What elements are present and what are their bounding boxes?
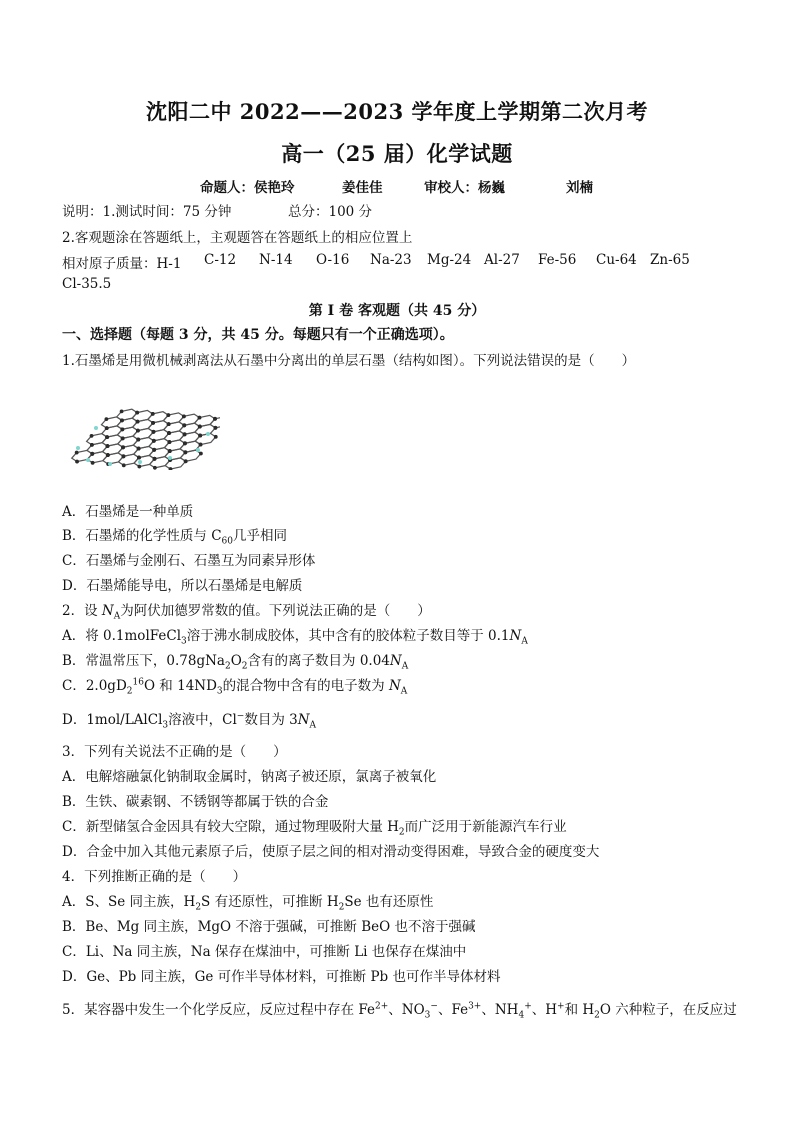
carbon-atom xyxy=(153,457,157,461)
carbon-atom xyxy=(75,451,79,455)
q1-option-b: B．石墨烯的化学性质与 $C_{60}$几乎相同 xyxy=(62,528,287,547)
carbon-atom xyxy=(90,434,94,438)
lattice-ring xyxy=(179,414,200,425)
carbon-atom xyxy=(153,466,157,470)
carbon-atom xyxy=(182,423,186,427)
carbon-atom xyxy=(168,449,172,453)
hydrogen-atom xyxy=(138,460,142,464)
carbon-atom xyxy=(167,431,171,435)
carbon-atom xyxy=(152,448,156,452)
carbon-atom xyxy=(166,413,170,417)
carbon-atom xyxy=(152,439,156,443)
carbon-atom xyxy=(136,438,140,442)
carbon-atom xyxy=(152,430,156,434)
carbon-atom xyxy=(120,409,124,413)
carbon-atom xyxy=(120,427,124,431)
q3-stem: 3．下列有关说法不正确的是（ ） xyxy=(62,744,287,760)
carbon-atom xyxy=(136,420,140,424)
hydrogen-atom xyxy=(108,462,112,466)
lattice-ring xyxy=(148,412,169,423)
lattice-ring xyxy=(163,413,184,424)
carbon-atom xyxy=(167,422,171,426)
carbon-atom xyxy=(137,456,141,460)
carbon-atom xyxy=(184,459,188,463)
carbon-atom xyxy=(106,444,110,448)
q4-stem: 4．下列推断正确的是（ ） xyxy=(62,869,247,885)
setter: 命题人：侯艳玲 xyxy=(200,180,295,196)
carbon-atom xyxy=(198,425,202,429)
carbon-atom xyxy=(135,411,139,415)
carbon-atom xyxy=(106,453,110,457)
mass-item: N-14 xyxy=(259,252,293,268)
atomic-masses-cont: Cl-35.5 xyxy=(62,276,112,292)
carbon-atom xyxy=(182,414,186,418)
carbon-atom xyxy=(90,452,94,456)
notes-line-1 xyxy=(62,200,373,220)
carbon-atom xyxy=(213,426,217,430)
notes-line-2: 2.客观题涂在答题纸上，主观题答在答题纸上的相应位置上 xyxy=(62,230,413,246)
hydrogen-atom xyxy=(86,458,90,462)
q3-option-c: C．新型储氢合金因具有较大空隙，通过物理吸附大量 $H_2$而广泛用于新能源汽车行业 xyxy=(62,819,567,838)
carbon-atom xyxy=(213,417,217,421)
hydrogen-atom xyxy=(76,446,80,450)
q3-option-d: D．合金中加入其他元素原子后，使原子层之间的相对滑动变得困难，导致合金的硬度变大 xyxy=(62,844,600,860)
q2-option-d: D．1mol/LAlCl$_3$溶液中，Cl−数目为 $3N_A$ xyxy=(62,711,317,731)
atomic-masses xyxy=(62,252,742,272)
carbon-atom xyxy=(151,421,155,425)
q2-option-b: B．常温常压下，$0.78gNa_2O_2$含有的离子数目为 $0.04N_A$ xyxy=(62,653,409,672)
carbon-atom xyxy=(214,435,218,439)
carbon-atom xyxy=(183,432,187,436)
reviewer-2: 刘楠 xyxy=(566,180,593,196)
carbon-atom xyxy=(105,426,109,430)
mass-item: Na-23 xyxy=(370,252,412,268)
mass-item: Zn-65 xyxy=(650,252,690,268)
exam-subtitle: 高一（25 届）化学试题 xyxy=(281,141,513,166)
carbon-atom xyxy=(199,452,203,456)
carbon-atom xyxy=(120,418,124,422)
q5-stem: 5．某容器中发生一个化学反应，反应过程中存在 $Fe^{2+}$、$NO_3^-$、$Fe^{3+}$、$NH_4^+$、H+和 $H_2O$ 六种粒子，在反应过 xyxy=(62,1001,737,1021)
q4-option-d: D．Ge、Pb 同主族，Ge 可作半导体材料，可推断 Pb 也可作半导体材料 xyxy=(62,969,501,985)
carbon-atom xyxy=(75,460,79,464)
carbon-atom xyxy=(167,440,171,444)
carbon-atom xyxy=(183,450,187,454)
hydrogen-atom xyxy=(168,456,172,460)
carbon-atom xyxy=(122,463,126,467)
q4-option-b: B．Be、Mg 同主族，MgO 不溶于强碱，可推断 BeO 也不溶于强碱 xyxy=(62,919,476,935)
reviewer: 审校人：杨巍 xyxy=(424,180,505,196)
time-note: 说明：1.测试时间：75 分钟 xyxy=(62,204,232,220)
carbon-atom xyxy=(122,454,126,458)
q1-option-a: A．石墨烯是一种单质 xyxy=(62,504,194,520)
carbon-atom xyxy=(198,416,202,420)
section-heading: 一、选择题（每题 3 分，共 45 分。每题只有一个正确选项）。 xyxy=(62,327,454,343)
hydrogen-atom xyxy=(196,448,200,452)
mass-item: Al-27 xyxy=(484,252,520,268)
lattice-ring xyxy=(117,409,138,420)
q4-option-a: A．S、Se 同主族，$H_2S$ 有还原性，可推断 $H_2Se$ 也有还原性 xyxy=(62,894,434,913)
carbon-atom xyxy=(136,429,140,433)
mass-item: C-12 xyxy=(204,252,237,268)
mass-item: Fe-56 xyxy=(538,252,577,268)
hydrogen-atom xyxy=(206,432,210,436)
mass-item: Cu-64 xyxy=(596,252,637,268)
carbon-atom xyxy=(121,445,125,449)
carbon-atom xyxy=(183,441,187,445)
carbon-atom xyxy=(90,443,94,447)
carbon-atom xyxy=(121,436,125,440)
mass-label: 相对原子质量：H-1 xyxy=(62,256,182,272)
q4-option-c: C．Li、Na 同主族，Na 保存在煤油中，可推断 Li 也保存在煤油中 xyxy=(62,944,467,960)
carbon-atom xyxy=(105,435,109,439)
q1-option-c: C．石墨烯与金刚石、石墨互为同素异形体 xyxy=(62,553,316,569)
carbon-atom xyxy=(137,447,141,451)
q1-option-d: D．石墨烯能导电，所以石墨烯是电解质 xyxy=(62,578,303,594)
q2-stem: 2．设 $N_A$为阿伏加德罗常数的值。下列说法正确的是（ ） xyxy=(62,603,431,622)
lattice-ring xyxy=(132,410,153,421)
mass-item: Mg-24 xyxy=(427,252,472,268)
q3-option-a: A．电解熔融氯化钠制取金属时，钠离子被还原，氯离子被氧化 xyxy=(62,769,437,785)
q2-option-c: C．$2.0gD_2^{16}O$ 和 $14ND_3$的混合物中含有的电子数为 $N_A$ xyxy=(62,677,408,697)
carbon-atom xyxy=(198,434,202,438)
mass-item: O-16 xyxy=(316,252,350,268)
graphene-figure xyxy=(70,378,220,470)
score-note: 总分：100 分 xyxy=(288,204,373,220)
q2-option-a: A．将 0.1molFeCl$_3$溶于沸水制成胶体，其中含有的胶体粒子数目等于 $0.1N_A$ xyxy=(62,628,528,647)
lattice-ring xyxy=(194,415,215,426)
part-title: 第 I 卷 客观题（共 45 分） xyxy=(308,303,486,319)
setter-2: 姜佳佳 xyxy=(342,180,383,196)
carbon-atom xyxy=(151,412,155,416)
q3-option-b: B．生铁、碳素钢、不锈钢等都属于铁的合金 xyxy=(62,794,329,810)
carbon-atom xyxy=(91,461,95,465)
carbon-atom xyxy=(104,417,108,421)
exam-title: 沈阳二中 2022——2023 学年度上学期第二次月考 xyxy=(145,99,648,124)
hydrogen-atom xyxy=(94,426,98,430)
carbon-atom xyxy=(137,465,141,469)
carbon-atom xyxy=(199,443,203,447)
q1-stem: 1.石墨烯是用微机械剥离法从石墨中分离出的单层石墨（结构如图）。下列说法错误的是（ ） xyxy=(62,353,636,369)
